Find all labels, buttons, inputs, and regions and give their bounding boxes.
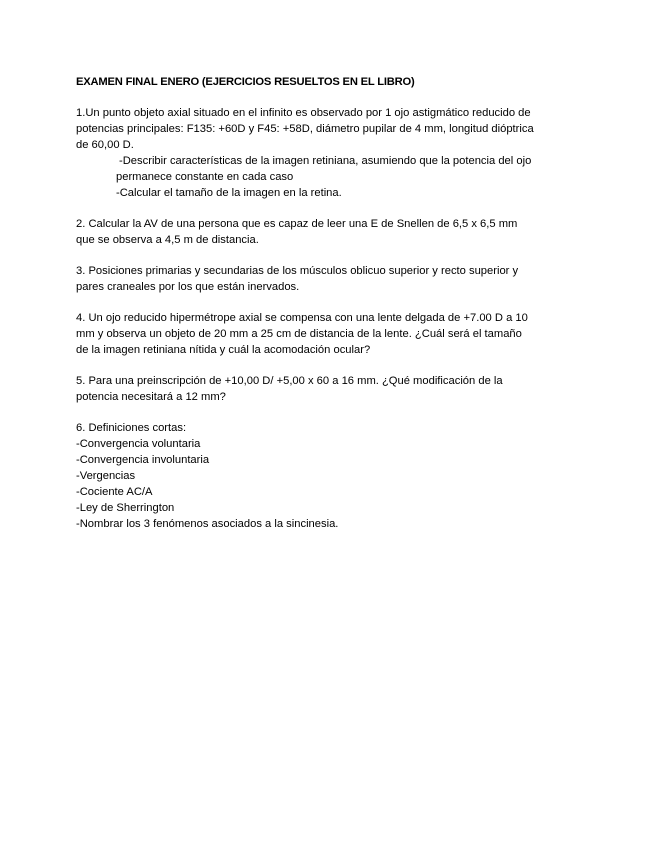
- question-4: [76, 310, 576, 358]
- question-1-subitem: -Describir características de la imagen retiniana, asumiendo que la potencia del ojo: [119, 155, 532, 167]
- question-2: [76, 216, 576, 248]
- question-4-line: 4. Un ojo reducido hipermétrope axial se compensa con una lente delgada de +7.00 D a 10: [76, 312, 528, 324]
- question-1-line: potencias principales: F135: +60D y F45: +58D, diámetro pupilar de 4 mm, longitud dióptrica: [76, 123, 534, 135]
- question-5-line: 5. Para una preinscripción de +10,00 D/ +5,00 x 60 a 16 mm. ¿Qué modificación de la: [76, 375, 503, 387]
- question-4-line: mm y observa un objeto de 20 mm a 25 cm de distancia de la lente. ¿Cuál será el tamaño: [76, 328, 522, 340]
- question-1: [76, 105, 576, 201]
- exam-title: EXAMEN FINAL ENERO (EJERCICIOS RESUELTOS EN EL LIBRO): [76, 76, 415, 88]
- definition-item: -Convergencia voluntaria: [76, 438, 201, 450]
- question-6-heading: 6. Definiciones cortas:: [76, 422, 187, 434]
- question-5-line: potencia necesitará a 12 mm?: [76, 391, 226, 403]
- question-4-line: de la imagen retiniana nítida y cuál la acomodación ocular?: [76, 344, 371, 356]
- question-1-line: 1.Un punto objeto axial situado en el infinito es observado por 1 ojo astigmático reducido de: [76, 107, 531, 119]
- question-1-subitem: -Calcular el tamaño de la imagen en la retina.: [116, 187, 342, 199]
- question-1-subitems: [76, 153, 576, 201]
- question-3-line: 3. Posiciones primarias y secundarias de los músculos oblicuo superior y recto superior y: [76, 265, 519, 277]
- definition-item: -Ley de Sherrington: [76, 502, 175, 514]
- document-page: [76, 74, 576, 547]
- question-5: [76, 373, 576, 405]
- question-1-subitem: permanece constante en cada caso: [116, 171, 294, 183]
- definition-item: -Cociente AC/A: [76, 486, 153, 498]
- question-3-line: pares craneales por los que están inervados.: [76, 281, 300, 293]
- definition-item: -Convergencia involuntaria: [76, 454, 210, 466]
- question-3: [76, 263, 576, 295]
- question-1-line: de 60,00 D.: [76, 139, 134, 151]
- definition-item: -Vergencias: [76, 470, 136, 482]
- question-2-line: que se observa a 4,5 m de distancia.: [76, 234, 259, 246]
- definition-item: -Nombrar los 3 fenómenos asociados a la sincinesia.: [76, 518, 339, 530]
- question-2-line: 2. Calcular la AV de una persona que es capaz de leer una E de Snellen de 6,5 x 6,5 mm: [76, 218, 518, 230]
- question-6: [76, 420, 576, 532]
